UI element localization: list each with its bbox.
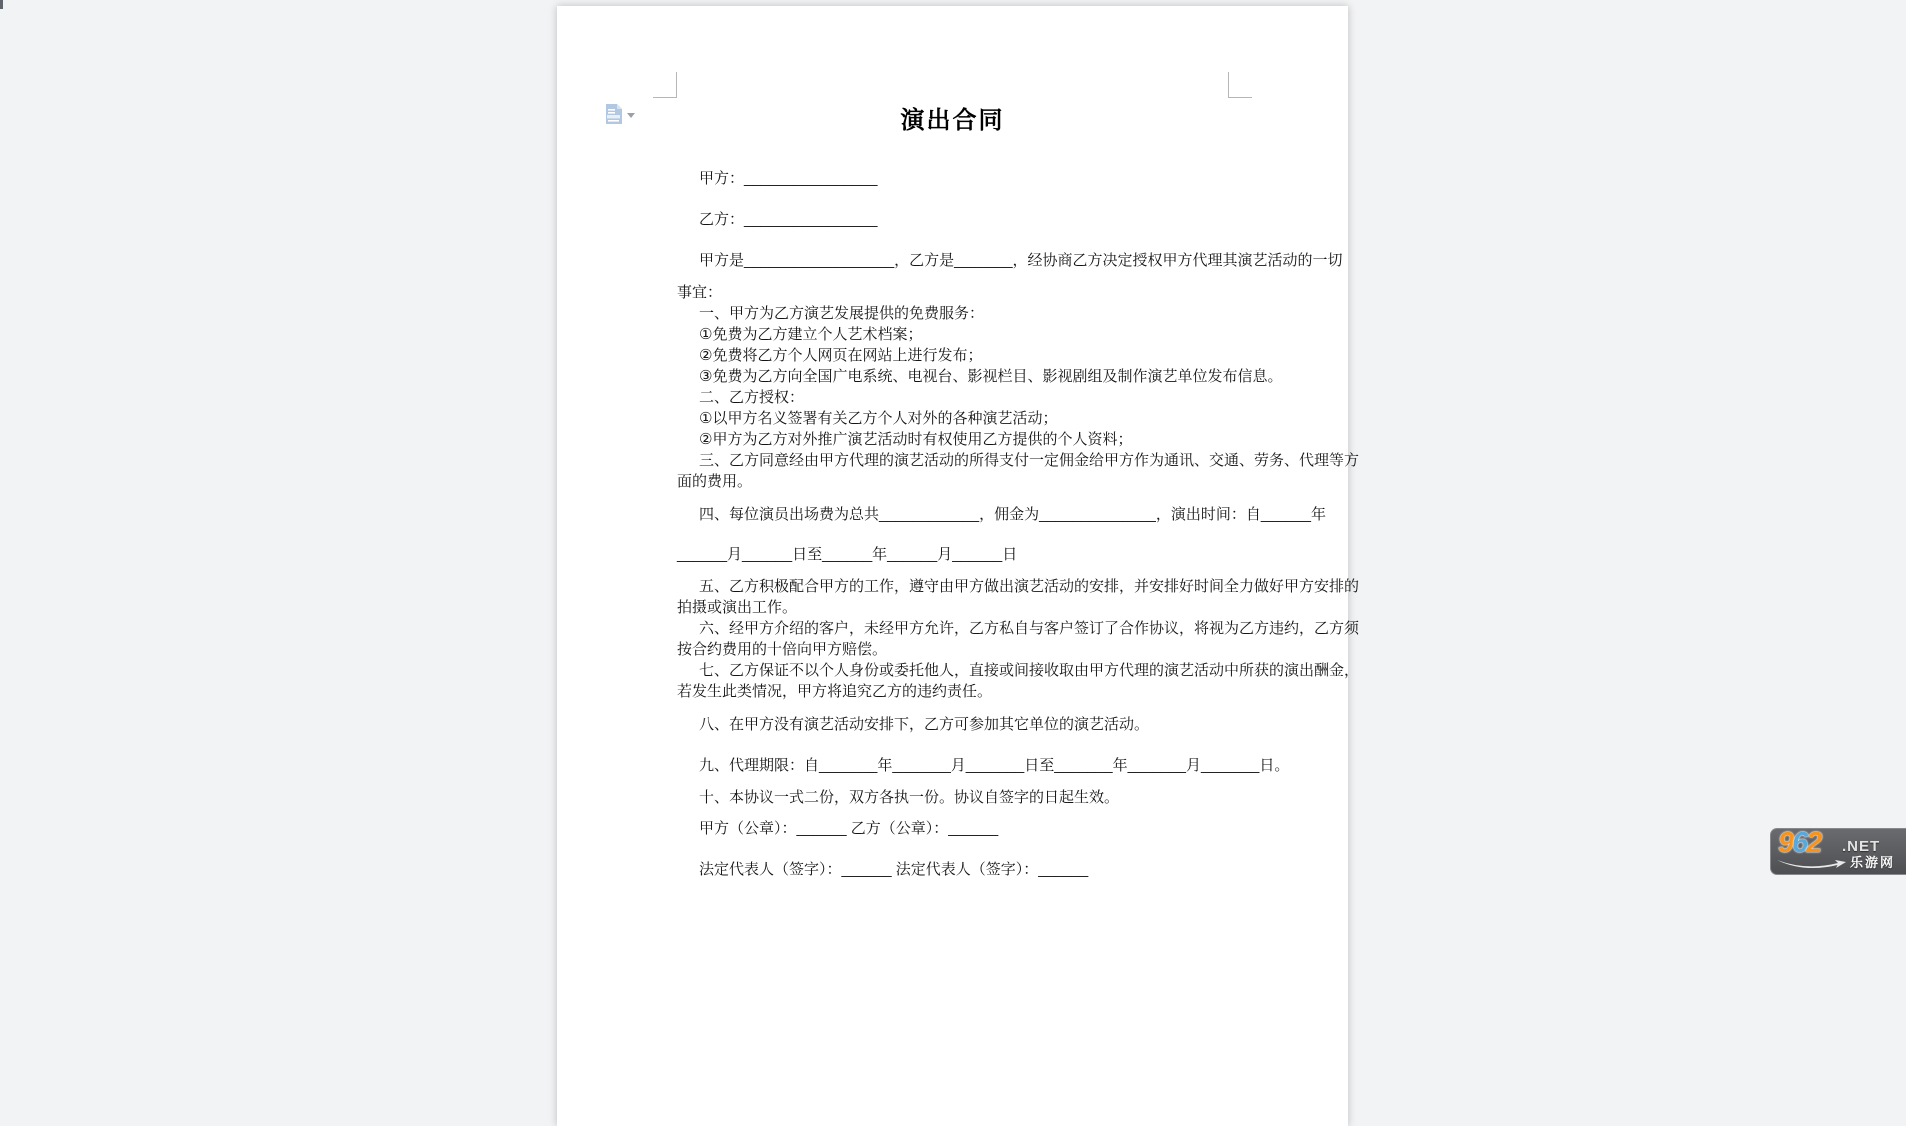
clause-1-item-3: ③免费为乙方向全国广电系统、电视台、影视栏目、影视剧组及制作演艺单位发布信息。	[699, 368, 1283, 385]
screen-corner-artifact	[0, 0, 3, 9]
clause-4-cont: ______月______日至______年______月______日	[677, 546, 1018, 563]
clause-7-cont: 若发生此类情况，甲方将追究乙方的违约责任。	[677, 683, 993, 700]
clause-6-cont: 按合约费用的十倍向甲方赔偿。	[677, 641, 888, 658]
clause-3-cont: 面的费用。	[677, 473, 753, 490]
clause-1-item-1: ①免费为乙方建立个人艺术档案；	[699, 326, 923, 343]
clause-1-item-2: ②免费将乙方个人网页在网站上进行发布；	[699, 347, 983, 364]
clause-2: 二、乙方授权：	[699, 389, 805, 406]
clause-10: 十、本协议一式二份，双方各执一份。协议自签字的日起生效。	[699, 789, 1120, 806]
clause-7: 七、乙方保证不以个人身份或委托他人，直接或间接收取由甲方代理的演艺活动中所获的演出酬金，	[699, 662, 1360, 679]
swoosh-arrow-icon	[1776, 857, 1848, 869]
clause-1: 一、甲方为乙方演艺发展提供的免费服务：	[699, 305, 985, 322]
watermark-site-name: 乐游网	[1850, 855, 1896, 870]
signature-line: 法定代表人（签字）：______ 法定代表人（签字）：______	[699, 861, 1089, 878]
watermark-domain-suffix: .NET	[1842, 838, 1881, 855]
watermark-number	[1778, 828, 1820, 860]
document-page	[557, 6, 1360, 1126]
seal-line: 甲方（公章）：______ 乙方（公章）：______	[699, 820, 999, 837]
clause-6: 六、经甲方介绍的客户，未经甲方允许，乙方私自与客户签订了合作协议，将视为乙方违约，乙方须	[699, 620, 1360, 637]
intro-line: 甲方是__________________，乙方是_______，经协商乙方决定授权甲方代理其演艺活动的一切	[699, 252, 1343, 269]
clause-2-item-1: ①以甲方名义签署有关乙方个人对外的各种演艺活动；	[699, 410, 1058, 427]
watermark-digit: 2	[1806, 828, 1821, 859]
clause-8: 八、在甲方没有演艺活动安排下，乙方可参加其它单位的演艺活动。	[699, 716, 1150, 733]
watermark-digit: 6	[1792, 828, 1807, 859]
clause-9: 九、代理期限：自_______年_______月_______日至_______年_______月_______日。	[699, 757, 1290, 774]
intro-line-cont: 事宜：	[677, 284, 723, 301]
document-body	[677, 168, 1360, 880]
margin-crop-mark-right	[1228, 72, 1252, 98]
clause-5-cont: 拍摄或演出工作。	[677, 599, 798, 616]
watermark-digit: 9	[1778, 828, 1793, 859]
document-title: 演出合同	[900, 108, 1005, 134]
party-a-line: 甲方：________________	[699, 170, 878, 187]
site-watermark	[1770, 828, 1906, 875]
clause-4: 四、每位演员出场费为总共____________，佣金为______________，演出时间：自______年	[699, 506, 1326, 523]
margin-crop-mark-left	[653, 72, 677, 98]
clause-2-item-2: ②甲方为乙方对外推广演艺活动时有权使用乙方提供的个人资料；	[699, 431, 1133, 448]
clause-3: 三、乙方同意经由甲方代理的演艺活动的所得支付一定佣金给甲方作为通讯、交通、劳务、代理等方	[699, 452, 1360, 469]
clause-5: 五、乙方积极配合甲方的工作，遵守由甲方做出演艺活动的安排，并安排好时间全力做好甲方安排的	[699, 578, 1360, 595]
party-b-line: 乙方：________________	[699, 211, 878, 228]
